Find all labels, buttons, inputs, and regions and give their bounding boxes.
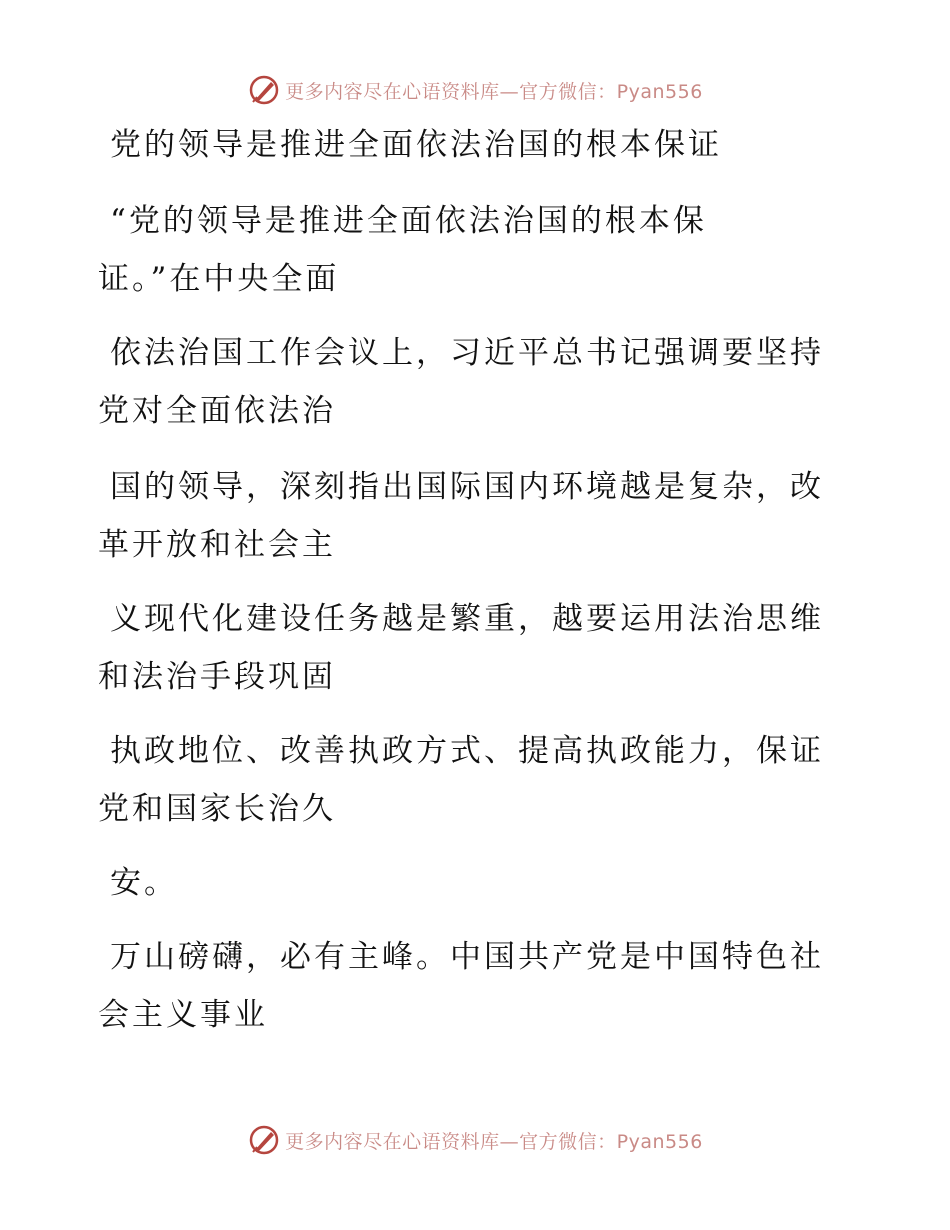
paragraph-line: 会主义事业 bbox=[98, 997, 268, 1033]
watermark-text: 更多内容尽在心语资料库—官方微信：Pyan556 bbox=[285, 80, 703, 103]
header-watermark bbox=[0, 70, 950, 110]
paragraph-line: 党对全面依法治 bbox=[98, 393, 336, 429]
footer-watermark bbox=[0, 1120, 950, 1160]
paragraph-line: 党和国家长治久 bbox=[98, 791, 336, 827]
paragraph-line: 依法治国工作会议上，习近平总书记强调要坚持 bbox=[110, 335, 824, 371]
paragraph-line: 安。 bbox=[110, 865, 178, 901]
watermark-text: 更多内容尽在心语资料库—官方微信：Pyan556 bbox=[285, 1130, 703, 1153]
paragraph-line: 革开放和社会主 bbox=[98, 527, 336, 563]
paragraph-line: 证。”在中央全面 bbox=[98, 261, 340, 297]
quill-pen-logo-icon bbox=[247, 1123, 281, 1157]
document-title: 党的领导是推进全面依法治国的根本保证 bbox=[110, 127, 722, 163]
paragraph-line: 万山磅礴，必有主峰。中国共产党是中国特色社 bbox=[110, 939, 824, 975]
paragraph-line: 义现代化建设任务越是繁重，越要运用法治思维 bbox=[110, 601, 824, 637]
paragraph-line: “党的领导是推进全面依法治国的根本保 bbox=[110, 203, 707, 239]
paragraph-line: 和法治手段巩固 bbox=[98, 659, 336, 695]
paragraph-line: 执政地位、改善执政方式、提高执政能力，保证 bbox=[110, 733, 824, 769]
paragraph-line: 国的领导，深刻指出国际国内环境越是复杂，改 bbox=[110, 469, 824, 505]
quill-pen-logo-icon bbox=[247, 73, 281, 107]
